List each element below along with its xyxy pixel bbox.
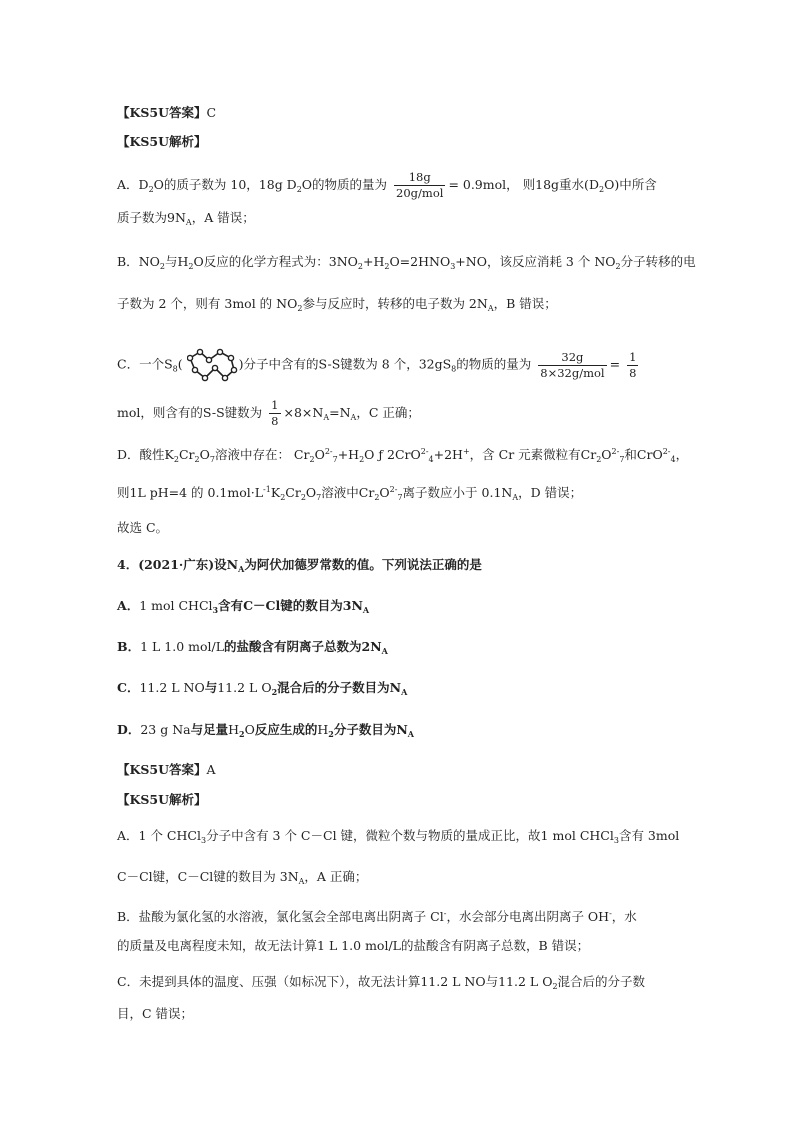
exp-d-line-2: 则1L pH=4 的 $0.1mol\cdot L^{-1}K_2Cr_2O_7$溶液中$Cr_2O^{2-}_7$离子数应小于 $0.1N_A$，D 错误； [117,485,583,502]
exp-d-line-1: D．酸性$K_2Cr_2O_7$溶液中存在： $Cr_2O^{2-}_7+H_2O$ ƒ 2CrO$^{2-}_4$+2H+，含 Cr 元素微粒有$Cr_2O^{2-}_7$和CrO$^{2-}_4$， [117,447,689,464]
option-a: A．1 mol CHCl$_3$含有C－Cl键的数目为$3N_A$ [117,598,370,615]
answer-2: 【KS5U答案】A [117,762,216,777]
fraction: $\frac{18g}{\text{20g/mol}}$ [396,170,444,200]
option-b: B．1 L 1.0 mol/L的盐酸含有阴离子总数为$2N_A$ [117,639,388,656]
explanation-2-heading: 【KS5U解析】 [117,792,207,807]
fraction: $\frac{1}{8}$ [629,349,637,380]
exp2-a-line-2: C－Cl键，C－Cl键的数目为 $3N_A$，A 正确； [117,869,368,886]
answer-1: 【KS5U答案】C [117,105,217,120]
exp2-b-line-1: B．盐酸为氯化氢的水溶液，氯化氢会全部电离出阴离子 Cl-，水会部分电离出阴离子 OH-，水 [117,909,637,924]
exp2-c-line-1: C．未提到具体的温度、压强（如标况下），故无法计算11.2 L NO与11.2 L $O_2$混合后的分子数 [117,974,646,991]
option-d: D．23 g Na与足量$H_2O$反应生成的$H_2$分子数目为$N_A$ [117,722,414,739]
exp-a-line-2: 质子数为$9N_A$，A 错误； [117,210,255,227]
conclusion-1: 故选 C。 [117,520,169,535]
exp-b-line-2: 子数为 2 个，则有 3mol 的 $NO_2$参与反应时，转移的电子数为 $2N_A$，B 错误； [117,296,557,313]
exp2-c-line-2: 目，C 错误； [117,1006,194,1021]
s8-ring-structure-icon [187,348,239,382]
exp2-a-line-1: A．1 个 CHCl$_3$分子中含有 3 个 C－Cl 键，微粒个数与物质的量成正比，故1 mol CHCl$_3$含有 3mol [117,828,680,845]
option-c: C．11.2 L NO与11.2 L $O_2$混合后的分子数目为$N_A$ [117,680,408,697]
explanation-1-heading: 【KS5U解析】 [117,134,207,149]
exp-c-line-1: C．一个$S_8$( )分子中含有的S-S键数为 8 个，$32gS_8$的物质的量为 $\frac{32g}{\text{8×32g/mol}}$ = $\frac{1}{8}$ [117,348,641,382]
fraction: $\frac{32g}{\text{8×32g/mol}}$ [540,349,605,380]
fraction: $\frac{1}{8}$ [271,398,279,428]
exp-c-line-2: mol，则含有的S-S键数为 $\frac{1}{8}$ $\times 8\times N_A=N_A$，C 正确； [117,398,420,428]
question-4: 4．(2021·广东)设$N_A$为阿伏加德罗常数的值。下列说法正确的是 [117,557,482,574]
exp-b-line-1: B．$NO_2$与$H_2O$反应的化学方程式为：$3NO_2+H_2O=2HNO_3+NO$，该反应消耗 3 个 $NO_2$分子转移的电 [117,254,696,271]
exp-a-line-1: A．$D_2O$的质子数为 10，18g $D_2O$的物质的量为 $\frac{18g}{\text{20g/mol}}$ = 0.9mol， 则18g重水$(D_2O)$中所含 [117,170,657,200]
exp2-b-line-2: 的质量及电离程度未知，故无法计算1 L 1.0 mol/L的盐酸含有阴离子总数，B 错误； [117,938,590,953]
